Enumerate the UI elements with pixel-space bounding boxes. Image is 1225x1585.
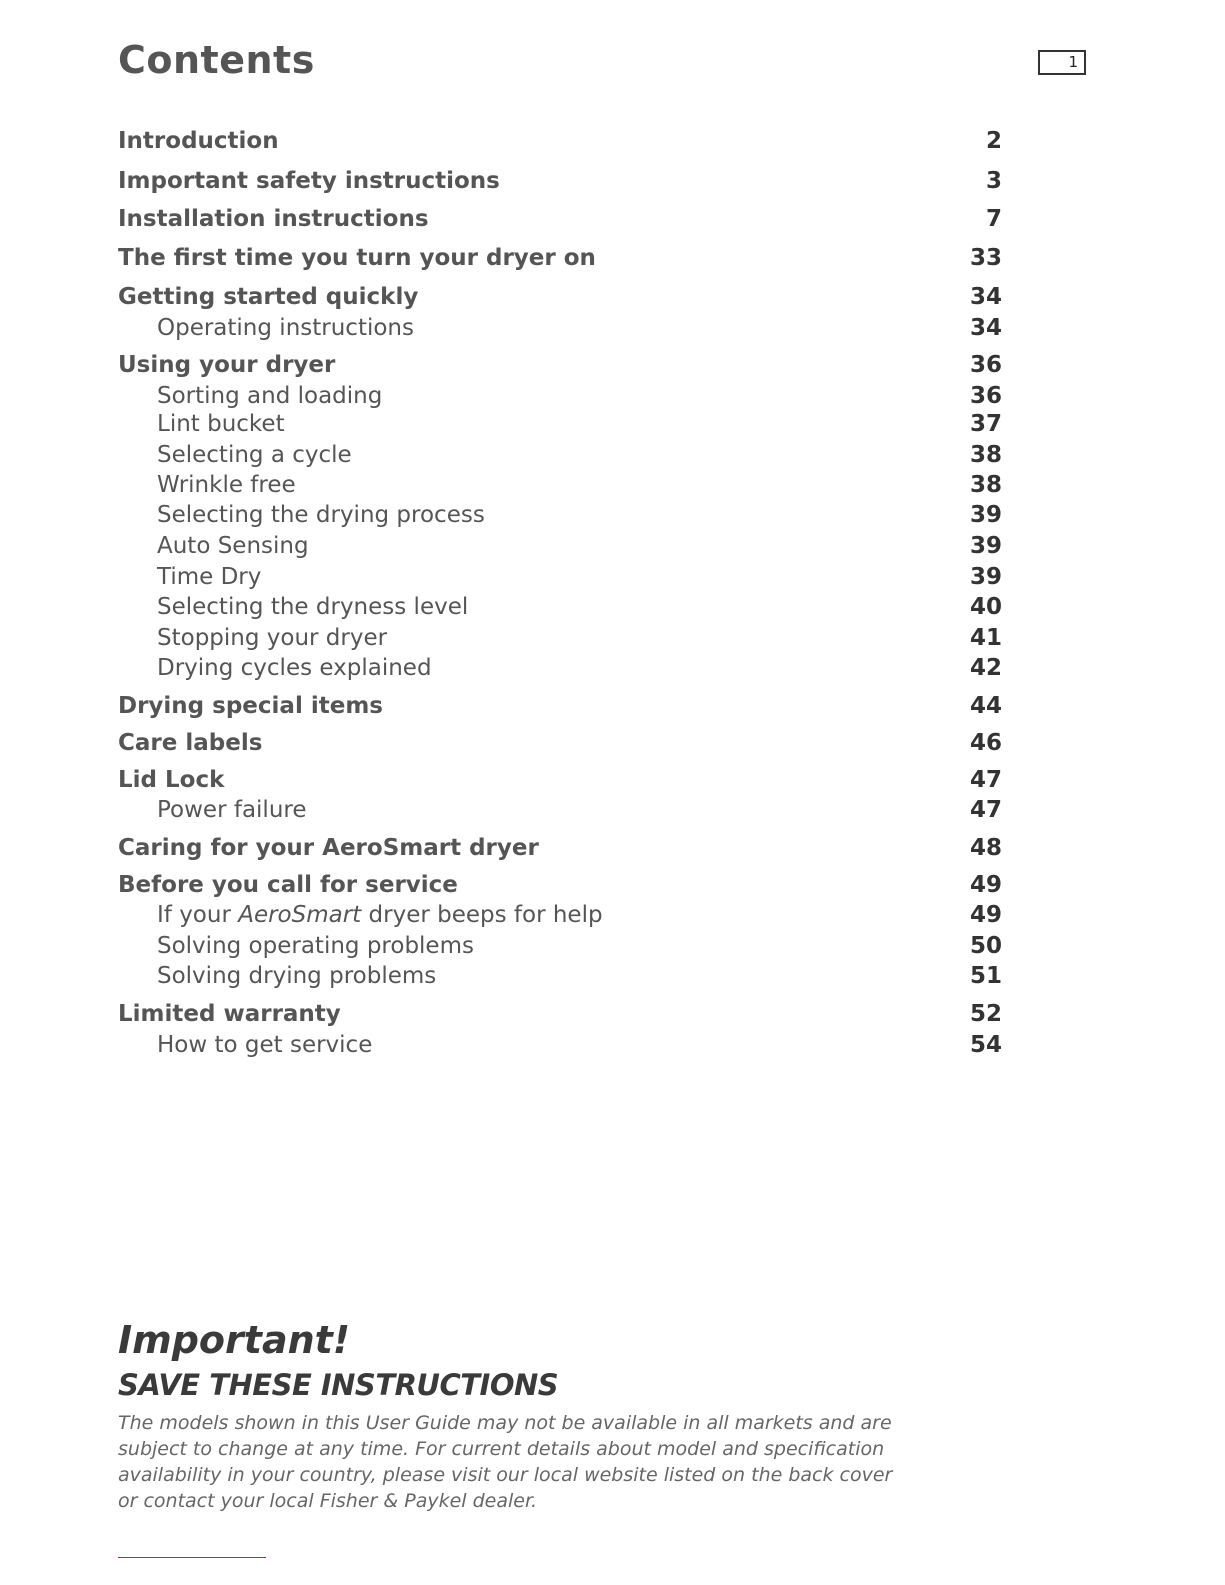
toc-entry (0, 767, 1225, 799)
toc-entry-label: Introduction (118, 128, 279, 154)
toc-entry-label: Power failure (157, 797, 307, 823)
note-line: availability in your country, please visit our local website listed on the back cover (118, 1464, 893, 1486)
toc-entry-page: 54 (969, 1032, 1002, 1058)
toc-entry-page: 34 (969, 284, 1002, 310)
toc-entry-label: Selecting the drying process (157, 502, 485, 528)
toc-entry (0, 594, 1225, 626)
toc-entry-label: How to get service (157, 1032, 373, 1058)
page-title: Contents (118, 38, 315, 82)
toc-entry-page: 52 (969, 1001, 1002, 1027)
toc-entry (0, 797, 1225, 829)
toc-entry-label: Drying special items (118, 693, 383, 719)
toc-entry-label: Operating instructions (157, 315, 414, 341)
toc-entry-label: Lid Lock (118, 767, 225, 793)
toc-entry-page: 36 (969, 383, 1002, 409)
toc-entry-page: 48 (969, 835, 1002, 861)
toc-entry (0, 284, 1225, 316)
toc-entry-page: 34 (969, 315, 1002, 341)
note-line: or contact your local Fisher & Paykel dealer. (118, 1490, 538, 1512)
toc-entry-page: 39 (969, 533, 1002, 559)
toc-entry (0, 730, 1225, 762)
toc-entry-label: Getting started quickly (118, 284, 419, 310)
toc-entry-label: Using your dryer (118, 352, 336, 378)
toc-entry (0, 472, 1225, 504)
toc-entry (0, 625, 1225, 657)
toc-entry-page: 38 (969, 442, 1002, 468)
toc-entry-label: Installation instructions (118, 206, 429, 232)
toc-entry (0, 655, 1225, 687)
toc-entry (0, 352, 1225, 384)
toc-entry-page: 47 (969, 797, 1002, 823)
toc-entry (0, 245, 1225, 277)
toc-entry-label: Caring for your AeroSmart dryer (118, 835, 539, 861)
toc-entry-page: 37 (969, 411, 1002, 437)
toc-entry-label-part: If your (157, 902, 239, 928)
toc-entry-label: Limited warranty (118, 1001, 341, 1027)
toc-entry-label: Selecting the dryness level (157, 594, 469, 620)
toc-entry-page: 51 (969, 963, 1002, 989)
toc-entry-page: 49 (969, 872, 1002, 898)
toc-entry-page: 39 (969, 564, 1002, 590)
toc-entry (0, 1032, 1225, 1064)
page-number-box (1038, 50, 1086, 75)
toc-entry-page: 7 (985, 206, 1002, 232)
toc-entry (0, 1001, 1225, 1033)
page-number: 1 (1068, 53, 1078, 71)
toc-entry-page: 36 (969, 352, 1002, 378)
toc-entry-page: 42 (969, 655, 1002, 681)
toc-entry (0, 315, 1225, 347)
toc-entry (0, 872, 1225, 904)
toc-entry-label: Stopping your dryer (157, 625, 388, 651)
toc-entry-label: Wrinkle free (157, 472, 296, 498)
toc-entry-page: 38 (969, 472, 1002, 498)
availability-note (118, 1410, 893, 1514)
toc-entry-page: 33 (969, 245, 1002, 271)
toc-entry-page: 41 (969, 625, 1002, 651)
toc-entry-label: The first time you turn your dryer on (118, 245, 596, 271)
toc-entry-label: Important safety instructions (118, 168, 500, 194)
toc-entry-page: 50 (969, 933, 1002, 959)
toc-entry-label: Lint bucket (157, 411, 285, 437)
toc-entry-label: Auto Sensing (157, 533, 309, 559)
toc-entry (0, 128, 1225, 160)
toc-entry-label: Solving drying problems (157, 963, 437, 989)
toc-entry-page: 2 (985, 128, 1002, 154)
note-line: subject to change at any time. For current details about model and specification (118, 1438, 885, 1460)
toc-entry-page: 39 (969, 502, 1002, 528)
toc-entry (0, 442, 1225, 474)
toc-entry (0, 835, 1225, 867)
important-heading: Important! (118, 1318, 351, 1362)
toc-entry (0, 206, 1225, 238)
toc-entry-page: 49 (969, 902, 1002, 928)
toc-entry-label (157, 902, 603, 928)
toc-entry (0, 411, 1225, 443)
toc-entry-label: Care labels (118, 730, 263, 756)
toc-entry (0, 533, 1225, 565)
toc-entry-page: 44 (969, 693, 1002, 719)
toc-entry-label-part: dryer beeps for help (361, 902, 603, 928)
toc-entry (0, 902, 1225, 934)
toc-entry-page: 3 (985, 168, 1002, 194)
toc-entry (0, 693, 1225, 725)
toc-entry-label: Selecting a cycle (157, 442, 352, 468)
toc-entry (0, 564, 1225, 596)
toc-entry-label: Before you call for service (118, 872, 458, 898)
toc-entry-page: 47 (969, 767, 1002, 793)
toc-entry-label: Sorting and loading (157, 383, 383, 409)
toc-entry-label: Time Dry (157, 564, 262, 590)
toc-entry-label: Drying cycles explained (157, 655, 432, 681)
toc-entry (0, 168, 1225, 200)
toc-entry (0, 933, 1225, 965)
toc-entry-page: 46 (969, 730, 1002, 756)
footer-rule (118, 1557, 266, 1558)
toc-entry (0, 502, 1225, 534)
save-instructions-heading: SAVE THESE INSTRUCTIONS (118, 1368, 559, 1402)
toc-entry-label-emphasis: AeroSmart (238, 902, 362, 928)
toc-entry-page: 40 (969, 594, 1002, 620)
toc-entry-label: Solving operating problems (157, 933, 474, 959)
note-line: The models shown in this User Guide may not be available in all markets and are (118, 1412, 892, 1434)
toc-entry (0, 963, 1225, 995)
